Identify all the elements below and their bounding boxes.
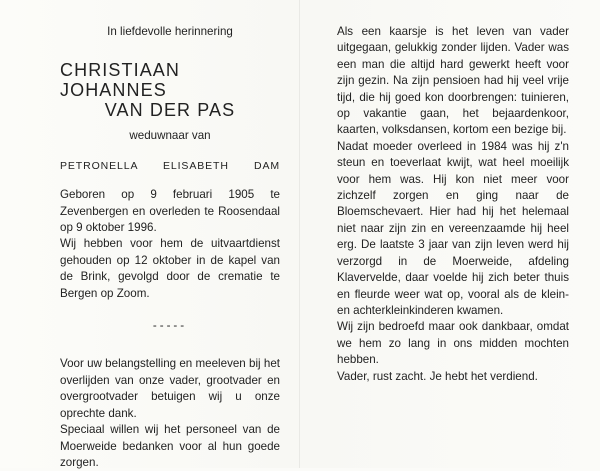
thanks-text: Voor uw belangstelling en meeleven bij het overlijden van onze vader, grootvader en overgrootvader betuigen wij u onze oprechte dank. [60, 357, 280, 420]
funeral-text: Wij hebben voor hem de uitvaartdienst gehouden op 12 oktober in de kapel van de Brink, gevolgd door de crematie te Bergen op Zoom. [60, 237, 280, 300]
right-panel [337, 24, 569, 385]
staff-thanks-text: Speciaal willen wij het personeel van de Moerweide bedanken voor al hun goede zorgen. [60, 423, 280, 469]
birth-death-text: Geboren op 9 februari 1905 te Zevenbergen en overleden te Roosendaal op 9 oktober 1996. [60, 188, 280, 235]
paragraph-2: Nadat moeder overleed in 1984 was hij z'n steun en toeverlaat kwijt, wat heel moeilijk voor hem was. Hij kon niet meer voor zichzelf zorgen en ging naar de Bloemschevaert. Hier had hij het helemaal niet naar zijn zin en vereenzaamde hij heel erg. De laatste 3 jaar van zijn leven werd hij verzorgd in de Moerweide, afdeling Klavervelde, daar voelde hij zich beter thuis en fleurde weer wat op, vooral als de klein- en achterkleinkinderen kwamen. [337, 139, 569, 317]
left-panel [60, 24, 280, 471]
name-line-2: VAN DER PAS [104, 100, 236, 121]
card-fold [299, 0, 300, 468]
name-line-1: CHRISTIAAN JOHANNES [60, 60, 181, 101]
paragraph-3: Wij zijn bedroefd maar ook dankbaar, omdat we hem zo lang in ons midden mochten hebben. [337, 320, 569, 367]
spouse-name: PETRONELLA ELISABETH DAM [60, 159, 280, 172]
paragraph-4: Vader, rust zacht. Je hebt het verdiend. [337, 369, 538, 383]
widower-of-text: weduwnaar van [129, 129, 211, 143]
divider-dashes: ----- [152, 319, 188, 333]
paragraph-1: Als een kaarsje is het leven van vader uitgegaan, gelukkig zonder lijden. Vader was een man die altijd hard gewerkt heeft voor zijn gezin. Na zijn pensioen had hij veel vrije tijd, die hij goed kon doorbrengen: tuinieren, op vakantie gaan, het bejaardenkoor, kaarten, volksdansen, kortom een bezige bij. [337, 25, 569, 137]
intro-text: In liefdevolle herinnering [107, 25, 233, 38]
